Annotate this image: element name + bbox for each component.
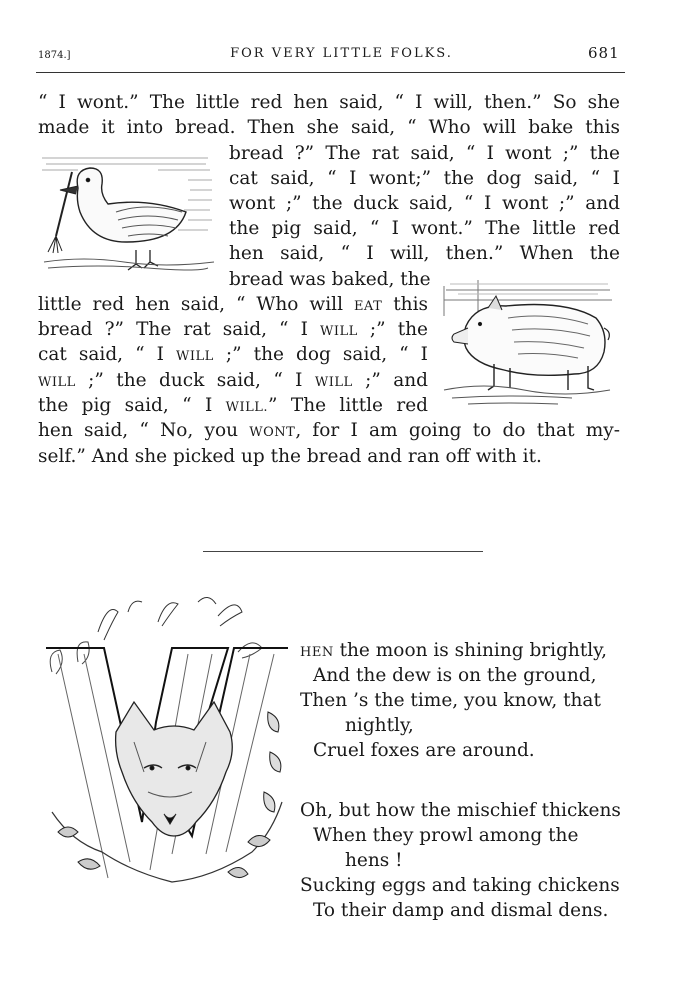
poem-line: To their damp and dismal dens. [313, 900, 609, 921]
story-line: the pig said, “ I wont.” The little red [229, 218, 620, 239]
fox-initial-illustration [38, 592, 300, 904]
story-line: bread was baked, the [229, 269, 431, 290]
poem-line: HEN the moon is shining brightly, [300, 640, 608, 661]
pig-illustration [438, 278, 616, 410]
poem-line: When they prowl among the [313, 825, 579, 846]
poem-line: Oh, but how the mischief thickens [300, 800, 621, 821]
poem-line: hens ! [345, 850, 403, 871]
poem-line: Sucking eggs and taking chickens [300, 875, 620, 896]
duck-illustration [38, 150, 216, 272]
story-line: cat said, “ I WILL ;” the dog said, “ I [38, 344, 428, 365]
header-rule [36, 72, 625, 73]
poem-line: nightly, [345, 715, 414, 736]
story-line: self.” And she picked up the bread and ran off with it. [38, 446, 542, 467]
story-line: wont ;” the duck said, “ I wont ;” and [229, 193, 620, 214]
story-line: bread ?” The rat said, “ I WILL ;” the [38, 319, 428, 340]
story-line: the pig said, “ I WILL.” The little red [38, 395, 428, 416]
section-divider [203, 551, 483, 552]
story-line: “ I wont.” The little red hen said, “ I will, then.” So she [38, 92, 620, 113]
page-number: 681 [588, 44, 620, 62]
story-line: hen said, “ I will, then.” When the [229, 243, 620, 264]
header-year: 1874.] [38, 50, 71, 61]
poem-line: And the dew is on the ground, [313, 665, 597, 686]
header-title: FOR VERY LITTLE FOLKS. [230, 46, 453, 61]
story-line: made it into bread. Then she said, “ Who will bake this [38, 117, 620, 138]
story-line: little red hen said, “ Who will EAT this [38, 294, 428, 315]
story-line: bread ?” The rat said, “ I wont ;” the [229, 143, 620, 164]
story-line: WILL ;” the duck said, “ I WILL ;” and [38, 370, 428, 391]
story-line: cat said, “ I wont;” the dog said, “ I [229, 168, 620, 189]
poem-line: Cruel foxes are around. [313, 740, 535, 761]
story-line: hen said, “ No, you WONT, for I am going to do that my- [38, 420, 620, 441]
poem-line: Then ’s the time, you know, that [300, 690, 601, 711]
